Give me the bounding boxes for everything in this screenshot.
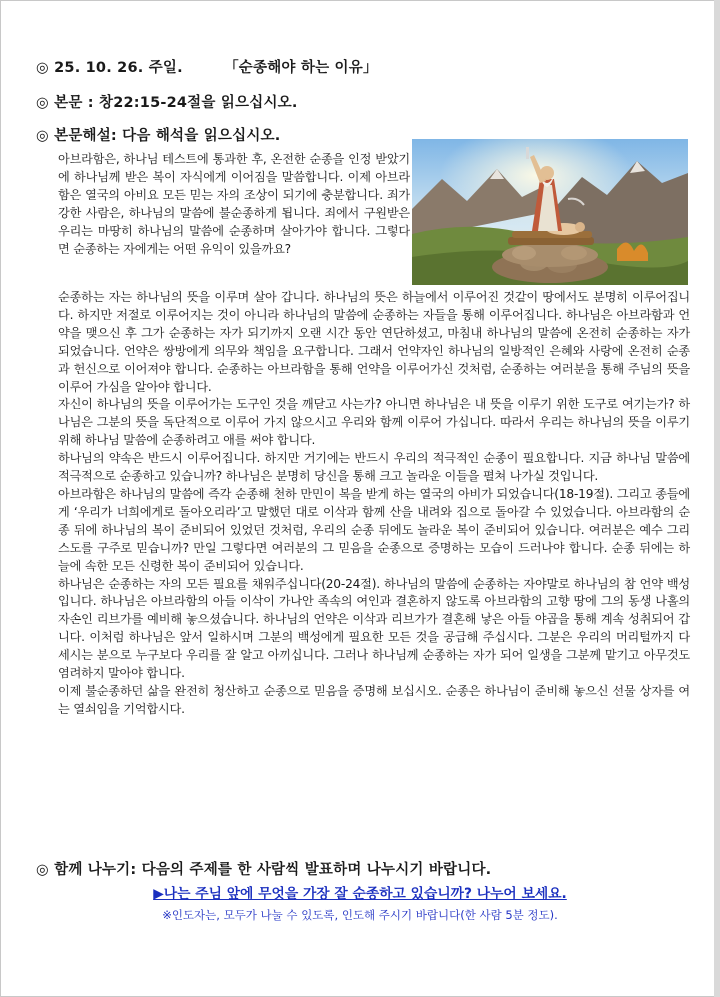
sharing-question: ▶나는 주님 앞에 무엇을 가장 잘 순종하고 있습니까? 나누어 보세요. xyxy=(153,886,567,902)
sharing-heading: 함께 나누기: 다음의 주제를 한 사람씩 발표하며 나누시기 바랍니다. xyxy=(54,862,492,878)
commentary-paragraph: 아브라함은 하나님의 말씀에 즉각 순종해 천하 만민이 복을 받게 하는 열국의 아비가 되었습니다(18-19절). 그리고 종들에게 ‘우리가 너희에게로 돌아오리라’고 말했던 대로 이삭과 함께 산을 내려와 집으로 돌아갈 수 있었습니다. 아브라함의 순종 뒤에 하나님의 복이 준비되어 있었던 것처럼, 우리의 순종 뒤에도 놀라운 복이 준비되어 있습니다. 여러분은 예수 그리스도를 구주로 믿습니까? 만일 그렇다면 여러분의 그 믿음을 순종으로 증명하는 모습이 드러나야 합니다. 순종 뒤에는 하늘에 속한 모든 신령한 복이 준비되어 있습니다. xyxy=(58,486,690,573)
commentary-heading-line xyxy=(36,124,280,145)
scripture-line xyxy=(36,91,298,112)
commentary-body xyxy=(58,289,690,719)
commentary-heading: 본문해설: 다음 해석을 읽으십시오. xyxy=(54,128,281,144)
sermon-title: 「순종해야 하는 이유」 xyxy=(224,60,378,76)
sharing-heading-line xyxy=(36,858,491,879)
bullet-icon: ◎ xyxy=(36,60,49,76)
sermon-header xyxy=(36,56,378,77)
commentary-paragraph: 자신이 하나님의 뜻을 이루어가는 도구인 것을 깨닫고 사는가? 아니면 하나님은 내 뜻을 이루기 위한 도구로 여기는가? 하나님은 그분의 뜻을 독단적으로 이루어 가지 않으시고 우리와 함께 이루어 가십니다. 따라서 우리는 하나님의 뜻을 이루기 위해 하나님 말씀에 순종하려고 애를 써야 합니다. xyxy=(58,397,690,448)
bullet-icon: ◎ xyxy=(36,862,49,878)
commentary-paragraph: 이제 불순종하던 삶을 완전히 청산하고 순종으로 믿음을 증명해 보십시오. 순종은 하나님이 준비해 놓으신 선물 상자를 여는 열쇠임을 기억합시다. xyxy=(58,683,690,716)
sermon-date: 25. 10. 26. 주일. xyxy=(54,60,183,76)
commentary-intro: 아브라함은, 하나님 테스트에 통과한 후, 온전한 순종을 인정 받았기에 하나님께 받은 복이 자식에게 이어짐을 말씀합니다. 이제 아브라함은 열국의 아비요 모든 믿는 자의 조상이 되기에 충분합니다. 죄가 강한 사람은, 하나님의 말씀에 불순종하게 됩니다. 죄에서 구원받은 우리는 마땅히 하나님의 말씀에 순종하며 살아가야 합니다. 그렇다면 순종하는 자에게는 어떤 유익이 있을까요? xyxy=(58,152,410,256)
scripture-text: 본문 : 창22:15-24절을 읽으십시오. xyxy=(54,95,298,111)
bullet-icon: ◎ xyxy=(36,128,49,144)
commentary-paragraph: 순종하는 자는 하나님의 뜻을 이루며 살아 갑니다. 하나님의 뜻은 하늘에서 이루어진 것같이 땅에서도 분명히 이루어집니다. 하지만 저절로 이루어지는 것이 아니라 하나님의 말씀에 순종하는 자들을 통해 이루어집니다. 하나님은 아브라함과 언약을 맺으신 후 그가 순종하는 자가 되기까지 오랜 시간 동안 연단하셨고, 마침내 하나님의 말씀에 온전히 순종하는 자가 되었습니다. 언약은 쌍방에게 의무와 책임을 요구합니다. 그래서 언약자인 하나님의 일방적인 은혜와 사랑에 온전히 순종과 헌신으로 이어져야 합니다. 순종하는 아브라함을 통해 언약을 이루어가신 것처럼, 순종하는 여러분을 통해 주님의 뜻을 이루어 가심을 알아야 합니다. xyxy=(58,290,690,394)
abraham-altar-illustration xyxy=(412,139,688,285)
commentary-paragraph: 하나님의 약속은 반드시 이루어집니다. 하지만 거기에는 반드시 우리의 적극적인 순종이 필요합니다. 지금 하나님 말씀에 적극적으로 순종하고 있습니까? 하나님은 분명히 당신을 통해 크고 놀라운 이들을 펼쳐 나가실 것입니다. xyxy=(58,451,690,484)
page-edge-shadow xyxy=(714,0,720,997)
leader-note: ※인도자는, 모두가 나눌 수 있도록, 인도해 주시기 바랍니다(한 사람 5분 정도). xyxy=(162,908,558,922)
commentary-paragraph: 하나님은 순종하는 자의 모든 필요를 채워주십니다(20-24절). 하나님의 말씀에 순종하는 자야말로 하나님의 참 언약 백성입니다. 하나님은 아브라함의 아들 이삭이 가나안 족속의 여인과 결혼하지 않도록 아브라함의 고향 땅에 그의 동생 나홀의 자손인 리브가를 예비해 놓으셨습니다. 하나님의 언약은 이삭과 리브가가 결혼해 낳은 아들 야곱을 통해 계속 성취되어 갑니다. 이처럼 하나님은 앞서 일하시며 그분의 백성에게 필요한 모든 것을 공급해 주십시다. 그분은 우리의 머리털까지 다 세시는 분으로 누구보다 우리를 잘 알고 아끼십니다. 그러나 하나님께 순종하는 자가 되어 일생을 그분께 맡기고 아무것도 염려하지 말아야 합니다. xyxy=(58,576,690,681)
bullet-icon: ◎ xyxy=(36,95,49,111)
